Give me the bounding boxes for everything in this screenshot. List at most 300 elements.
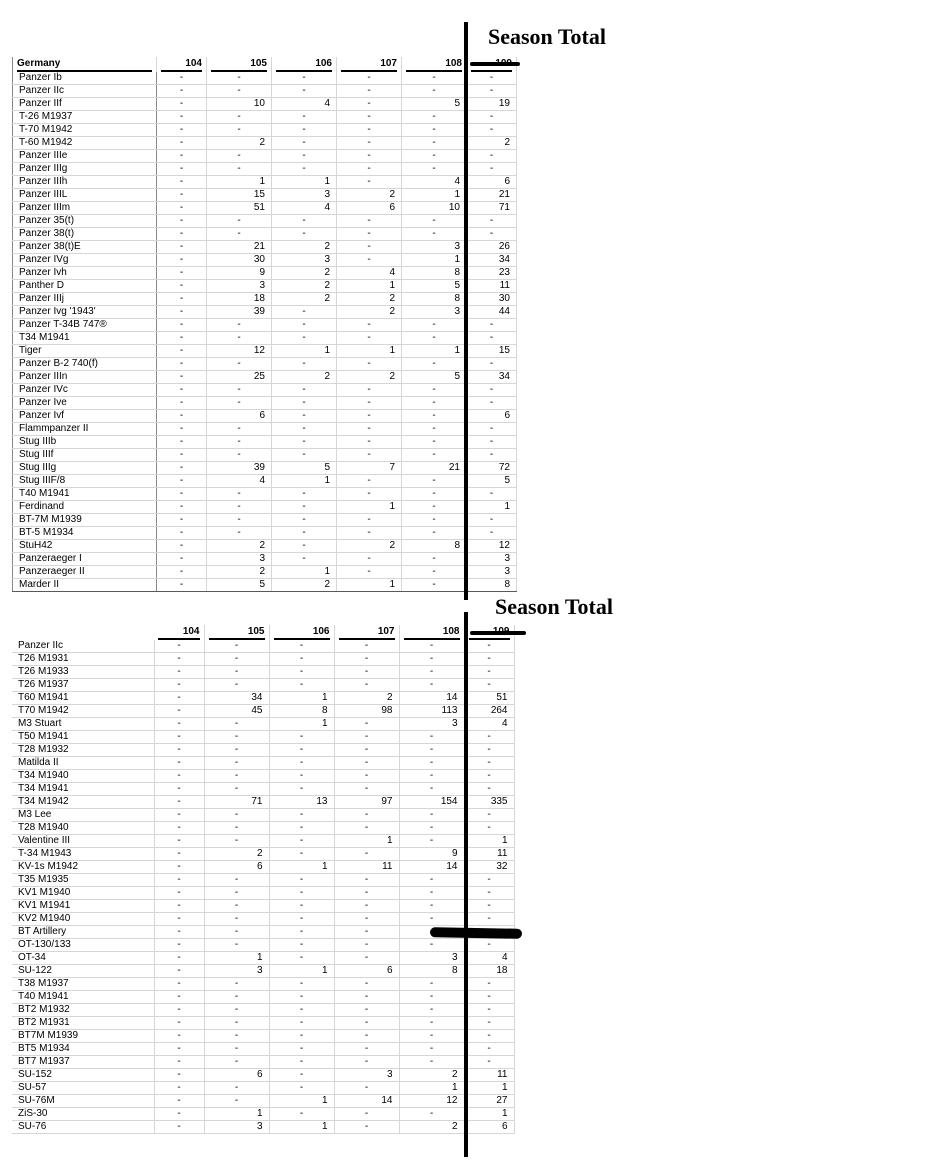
table-cell: - (154, 757, 204, 770)
column-header: 104 (154, 625, 204, 640)
table-cell: 2 (337, 293, 402, 306)
table-cell: - (272, 410, 337, 423)
table-cell: - (337, 241, 402, 254)
table-cell: - (337, 150, 402, 163)
table-cell: - (207, 215, 272, 228)
table-cell: 8 (467, 579, 517, 592)
table-cell: - (467, 111, 517, 124)
row-label: SU-76M (12, 1095, 154, 1108)
row-label: Stug IIIb (13, 436, 157, 449)
table-row (13, 150, 517, 163)
table-cell: - (402, 579, 467, 592)
table-cell: - (464, 1043, 514, 1056)
table-cell: - (399, 757, 464, 770)
row-label: T34 M1941 (12, 783, 154, 796)
table-cell: - (399, 1043, 464, 1056)
table-cell: - (272, 423, 337, 436)
table-row (13, 280, 517, 293)
table-cell: - (204, 991, 269, 1004)
table-row (13, 306, 517, 319)
table-cell: 3 (467, 553, 517, 566)
table-cell: 23 (467, 267, 517, 280)
table-cell: - (464, 1056, 514, 1069)
table-row (13, 332, 517, 345)
table-cell: 1 (269, 861, 334, 874)
table-row (12, 744, 514, 757)
table-row (12, 965, 514, 978)
table-cell: 6 (464, 1121, 514, 1134)
table-cell: - (157, 579, 207, 592)
germany-table (12, 57, 517, 592)
table-cell: - (272, 85, 337, 98)
table-row (12, 861, 514, 874)
table-cell: 21 (467, 189, 517, 202)
table-cell: - (402, 449, 467, 462)
table-cell: - (154, 1043, 204, 1056)
table-row (12, 900, 514, 913)
table-cell: - (154, 1095, 204, 1108)
table-cell: - (334, 991, 399, 1004)
table-cell: - (334, 1017, 399, 1030)
table-cell: - (269, 835, 334, 848)
table-cell: 6 (204, 861, 269, 874)
table-cell: - (464, 757, 514, 770)
table-cell: - (204, 770, 269, 783)
table-cell: - (154, 913, 204, 926)
table-cell: - (402, 384, 467, 397)
table-cell: - (464, 822, 514, 835)
table-cell: 6 (204, 1069, 269, 1082)
table-row (13, 410, 517, 423)
table-cell: 5 (467, 475, 517, 488)
row-label: Panzer 35(t) (13, 215, 157, 228)
table-cell: - (399, 939, 464, 952)
row-label: Panzer IIIg (13, 163, 157, 176)
row-label: T28 M1940 (12, 822, 154, 835)
table-row (13, 449, 517, 462)
row-label: T-34 M1943 (12, 848, 154, 861)
table-cell: - (157, 423, 207, 436)
table-cell: - (157, 475, 207, 488)
table-cell: - (272, 319, 337, 332)
table-cell: - (269, 770, 334, 783)
row-label: OT-130/133 (12, 939, 154, 952)
table-cell: - (207, 85, 272, 98)
table-cell: - (334, 913, 399, 926)
table-cell: - (269, 731, 334, 744)
table-cell: - (269, 1043, 334, 1056)
table-cell: - (269, 848, 334, 861)
table-cell: - (154, 835, 204, 848)
table-cell: - (204, 1082, 269, 1095)
table-cell: - (204, 666, 269, 679)
row-label: Tiger (13, 345, 157, 358)
table-cell: - (334, 1043, 399, 1056)
table-cell: - (204, 874, 269, 887)
table-cell: - (157, 293, 207, 306)
table-cell: - (402, 150, 467, 163)
table-cell: - (334, 874, 399, 887)
table-cell: 11 (464, 1069, 514, 1082)
table-cell: - (157, 358, 207, 371)
row-label: Panzer IIIL (13, 189, 157, 202)
table-row (13, 319, 517, 332)
table-cell: - (269, 978, 334, 991)
table-row (13, 189, 517, 202)
table-cell: 21 (402, 462, 467, 475)
table-cell: - (464, 874, 514, 887)
table-cell: - (467, 228, 517, 241)
table-cell: - (337, 527, 402, 540)
table-cell: - (399, 1004, 464, 1017)
table-cell: - (157, 462, 207, 475)
table-cell: 154 (399, 796, 464, 809)
table-cell: - (204, 809, 269, 822)
table-cell: - (464, 783, 514, 796)
table-row (12, 835, 514, 848)
table-cell: - (337, 85, 402, 98)
table-cell: - (157, 137, 207, 150)
row-label: Panzer IIIj (13, 293, 157, 306)
table-cell: - (464, 653, 514, 666)
table-cell: - (204, 679, 269, 692)
row-label: Panzer Ivf (13, 410, 157, 423)
table-cell: 1 (269, 1121, 334, 1134)
table-row (13, 397, 517, 410)
table-cell: 2 (337, 371, 402, 384)
table-cell: 2 (467, 137, 517, 150)
table-cell: 1 (464, 1108, 514, 1121)
table-cell: 8 (399, 965, 464, 978)
table-cell: 2 (272, 579, 337, 592)
table-cell: - (272, 488, 337, 501)
season-total-label-bottom: Season Total (495, 594, 613, 619)
table-cell: - (467, 358, 517, 371)
table-row (12, 679, 514, 692)
table-cell: 15 (467, 345, 517, 358)
table-cell: - (204, 939, 269, 952)
table-cell: 30 (207, 254, 272, 267)
table-row (12, 1095, 514, 1108)
row-label: T34 M1942 (12, 796, 154, 809)
table-cell: 45 (204, 705, 269, 718)
table-row (13, 111, 517, 124)
table-cell: - (154, 887, 204, 900)
table-cell: 5 (272, 462, 337, 475)
row-label: Panzer Ive (13, 397, 157, 410)
table-cell: - (467, 150, 517, 163)
table-cell: 4 (207, 475, 272, 488)
table-cell: - (402, 332, 467, 345)
table-cell: - (272, 137, 337, 150)
table-cell: - (399, 1017, 464, 1030)
table-cell: - (157, 85, 207, 98)
table-cell: - (157, 111, 207, 124)
table-cell: - (269, 926, 334, 939)
table-cell: - (207, 319, 272, 332)
table-cell: - (467, 449, 517, 462)
table-cell: - (334, 679, 399, 692)
row-label: Panzer IIc (12, 640, 154, 653)
table-cell: - (334, 822, 399, 835)
table-cell: - (402, 566, 467, 579)
row-label: SU-76 (12, 1121, 154, 1134)
table-cell: - (337, 475, 402, 488)
table-cell: - (272, 501, 337, 514)
table-cell: - (154, 731, 204, 744)
table-cell: - (154, 861, 204, 874)
table-cell: - (464, 991, 514, 1004)
table-cell: - (269, 1082, 334, 1095)
table-cell: 1 (402, 254, 467, 267)
table-cell: 335 (464, 796, 514, 809)
row-label: BT7 M1937 (12, 1056, 154, 1069)
table-cell: - (334, 731, 399, 744)
table-cell: 9 (207, 267, 272, 280)
table-cell: - (157, 176, 207, 189)
table-row (12, 887, 514, 900)
table-cell: 18 (207, 293, 272, 306)
table-cell: - (464, 1017, 514, 1030)
table-cell: - (157, 540, 207, 553)
table-cell: 14 (334, 1095, 399, 1108)
table-cell: - (157, 566, 207, 579)
row-label: BT5 M1934 (12, 1043, 154, 1056)
table-cell: - (157, 384, 207, 397)
table-cell: 2 (272, 267, 337, 280)
table-row (13, 202, 517, 215)
table-cell: 2 (334, 692, 399, 705)
table-cell: - (399, 770, 464, 783)
row-label: M3 Lee (12, 809, 154, 822)
table-cell: - (464, 640, 514, 653)
table-cell: 2 (337, 540, 402, 553)
table-cell: - (207, 358, 272, 371)
table-cell: - (402, 436, 467, 449)
table-cell: 4 (337, 267, 402, 280)
table-cell: 30 (467, 293, 517, 306)
row-label: T34 M1940 (12, 770, 154, 783)
table-cell: 1 (464, 1082, 514, 1095)
table-cell: - (467, 397, 517, 410)
table-cell: 8 (269, 705, 334, 718)
table-row (13, 85, 517, 98)
row-label: KV1 M1941 (12, 900, 154, 913)
table-row (13, 228, 517, 241)
table-cell: 1 (269, 692, 334, 705)
table-cell: - (337, 137, 402, 150)
table-cell: - (402, 319, 467, 332)
table-cell: 5 (207, 579, 272, 592)
column-header: 105 (207, 57, 272, 72)
table-cell: - (334, 640, 399, 653)
table-cell: - (207, 436, 272, 449)
table-row (13, 254, 517, 267)
row-label: Panther D (13, 280, 157, 293)
table-cell: 6 (467, 176, 517, 189)
table-cell: 39 (207, 306, 272, 319)
table-row (12, 757, 514, 770)
table-cell: - (154, 1017, 204, 1030)
table-cell: 2 (204, 848, 269, 861)
table-cell: - (154, 770, 204, 783)
table-cell: - (467, 423, 517, 436)
table-cell: 2 (272, 371, 337, 384)
table-cell: - (272, 397, 337, 410)
table-cell: - (399, 1108, 464, 1121)
table-cell: - (204, 640, 269, 653)
table-cell: 264 (464, 705, 514, 718)
table-cell: - (157, 488, 207, 501)
table-row (13, 436, 517, 449)
row-label: Panzer IIc (13, 85, 157, 98)
table-cell: - (272, 436, 337, 449)
row-label: T-70 M1942 (13, 124, 157, 137)
table-cell: - (157, 553, 207, 566)
table-cell: - (154, 1108, 204, 1121)
table-cell: 1 (269, 718, 334, 731)
table-cell: 1 (269, 965, 334, 978)
column-header: 107 (334, 625, 399, 640)
table-cell: - (337, 423, 402, 436)
column-header: 108 (402, 57, 467, 72)
table-cell: 4 (464, 952, 514, 965)
table-cell: - (467, 332, 517, 345)
table-cell: - (464, 809, 514, 822)
table-cell: - (464, 978, 514, 991)
row-label: Panzer B-2 740(f) (13, 358, 157, 371)
table-cell: 2 (272, 280, 337, 293)
table-row (13, 267, 517, 280)
table-cell: - (204, 913, 269, 926)
table-cell: - (399, 640, 464, 653)
row-label: T26 M1933 (12, 666, 154, 679)
table-cell: - (157, 345, 207, 358)
table-cell: - (154, 978, 204, 991)
table-cell: - (204, 757, 269, 770)
row-label: Panzer IIIm (13, 202, 157, 215)
table-cell: - (204, 900, 269, 913)
table-row (12, 692, 514, 705)
table-cell: - (204, 978, 269, 991)
table-cell: 34 (204, 692, 269, 705)
table-row (13, 163, 517, 176)
table-row (13, 527, 517, 540)
table-cell: - (399, 653, 464, 666)
table-cell: - (269, 679, 334, 692)
table-cell: - (337, 566, 402, 579)
table-cell: 11 (464, 848, 514, 861)
table-cell: - (337, 449, 402, 462)
table-cell: 71 (467, 202, 517, 215)
table-cell: - (204, 1017, 269, 1030)
table-row (13, 488, 517, 501)
table-row (12, 1082, 514, 1095)
table-cell: - (269, 952, 334, 965)
table-cell: 1 (402, 345, 467, 358)
table-cell: - (207, 527, 272, 540)
table-cell: - (269, 874, 334, 887)
table-cell: 2 (399, 1069, 464, 1082)
table-row (12, 640, 514, 653)
table-cell: 4 (464, 718, 514, 731)
table-cell: - (269, 822, 334, 835)
table-cell: - (204, 1030, 269, 1043)
table-cell: - (269, 640, 334, 653)
soviet-table (12, 625, 515, 1134)
table-cell: 1 (272, 475, 337, 488)
table-cell: - (272, 384, 337, 397)
table-cell: - (337, 553, 402, 566)
table-cell: - (154, 1121, 204, 1134)
row-label: Panzer Ib (13, 72, 157, 85)
table-cell: - (269, 666, 334, 679)
row-label: T38 M1937 (12, 978, 154, 991)
table-cell: - (402, 475, 467, 488)
table-cell: 34 (467, 254, 517, 267)
table-cell: - (154, 718, 204, 731)
table-cell: 2 (272, 293, 337, 306)
table-row (13, 72, 517, 85)
table-cell: - (204, 783, 269, 796)
table-cell: - (154, 1030, 204, 1043)
table-cell: - (269, 1069, 334, 1082)
row-label: Ferdinand (13, 501, 157, 514)
table-cell: 3 (402, 241, 467, 254)
table-cell: - (269, 1030, 334, 1043)
table-cell: - (402, 215, 467, 228)
table-cell: 1 (204, 952, 269, 965)
table-cell: - (467, 72, 517, 85)
table-cell: - (337, 332, 402, 345)
row-label: Panzeraeger I (13, 553, 157, 566)
table-cell: - (154, 952, 204, 965)
table-cell: - (337, 254, 402, 267)
table-cell: 21 (207, 241, 272, 254)
table-cell: 11 (334, 861, 399, 874)
table-cell: - (337, 111, 402, 124)
table-cell: - (272, 514, 337, 527)
table-cell: - (157, 371, 207, 384)
table-cell: 1 (337, 345, 402, 358)
table-cell: 5 (402, 371, 467, 384)
table-cell: - (399, 783, 464, 796)
row-label: ZiS-30 (12, 1108, 154, 1121)
table-cell: - (399, 887, 464, 900)
table-cell: - (154, 1056, 204, 1069)
row-label: Flammpanzer II (13, 423, 157, 436)
table-cell: - (157, 267, 207, 280)
table-row (13, 215, 517, 228)
table-cell: - (272, 111, 337, 124)
table-header-row (12, 625, 514, 640)
table-cell: - (157, 436, 207, 449)
table-cell: - (464, 887, 514, 900)
table-cell: - (402, 553, 467, 566)
table-row (13, 293, 517, 306)
table-cell: - (154, 783, 204, 796)
table-cell: - (399, 900, 464, 913)
table-row (13, 501, 517, 514)
table-cell: - (204, 1004, 269, 1017)
table-row (12, 1017, 514, 1030)
table-cell: - (334, 744, 399, 757)
table-row (13, 579, 517, 592)
table-cell: - (334, 926, 399, 939)
table-cell: 3 (207, 280, 272, 293)
table-cell: - (399, 822, 464, 835)
row-label: T50 M1941 (12, 731, 154, 744)
